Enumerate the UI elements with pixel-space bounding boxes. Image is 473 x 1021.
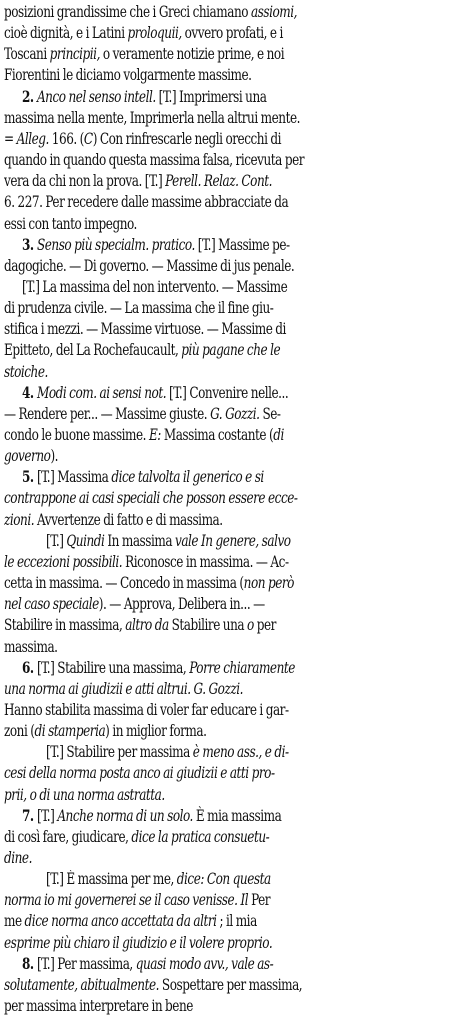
text-line [4, 572, 468, 594]
text-line [4, 699, 468, 721]
text-line [4, 636, 468, 658]
text-line [4, 720, 468, 742]
italic-text: non però [243, 574, 294, 593]
roman-text: Stabilire in massima, [4, 616, 126, 635]
italic-text: zioni. [4, 510, 35, 529]
italic-text: Perell. Relaz. Cont. [165, 172, 272, 191]
sense-number: 4. [22, 382, 37, 402]
italic-text: dice norma anco accettata da altri [24, 912, 217, 931]
text-line [46, 868, 473, 890]
roman-text: [T.] Convenire nelle... [166, 383, 289, 402]
text-line [22, 382, 469, 404]
roman-text: stifica i mezzi. — Massime virtuose. — Massime di [4, 320, 286, 339]
roman-text: per [253, 616, 276, 635]
text-line [4, 614, 468, 636]
roman-text: [T.] Imprimersi una [155, 87, 267, 106]
italic-text: Anche norma di un solo. [57, 806, 193, 825]
roman-text: Avvertenze di fatto e di massima. [34, 510, 223, 529]
italic-text: quasi modo avv., vale as- [135, 954, 274, 973]
roman-text: cioè dignità, e i Latini [4, 24, 128, 43]
sense-number: 7. [22, 805, 37, 825]
roman-text: Epitteto, del La Rochefaucault, [4, 341, 182, 360]
italic-text: dine. [4, 849, 32, 867]
text-line [4, 847, 468, 869]
roman-text: Fiorentini le diciamo volgarmente massime. [4, 66, 252, 85]
text-line [22, 953, 469, 975]
text-line [4, 995, 468, 1017]
italic-text: Anco nel senso intell. [36, 87, 156, 106]
italic-text: una norma ai giudizii e atti altrui. G. Gozzi. [4, 679, 243, 698]
italic-text: Alleg. [16, 129, 49, 148]
italic-text: Modi com. ai sensi not. [36, 383, 167, 402]
roman-text: condo le buone massime. [4, 426, 149, 444]
roman-text: È mia massima [192, 806, 282, 825]
italic-text: di [273, 426, 284, 444]
roman-text: Toscani [4, 45, 50, 64]
roman-text: me [4, 912, 25, 931]
roman-text: cetta in massima. — Concedo in massima ( [4, 574, 244, 593]
italic-text: dice talvolta il generico e si [111, 468, 264, 487]
italic-text: le eccezioni possibili. [4, 552, 123, 571]
text-line [4, 22, 468, 44]
italic-text: o [247, 616, 254, 635]
roman-text: Riconosce in massima. — Ac- [122, 552, 289, 571]
italic-text: principii, [49, 45, 100, 64]
text-line [22, 276, 469, 298]
text-line [4, 551, 468, 573]
roman-text: [T.] Massime pe- [194, 235, 290, 254]
italic-text: vale In genere, salvo [174, 531, 291, 550]
roman-text: [T.] Stabilire per massima [46, 743, 193, 762]
text-line [4, 64, 468, 86]
text-line [4, 255, 468, 277]
roman-text: posizioni grandissime che i Greci chiamano [4, 3, 251, 21]
roman-text: [T.] Stabilire una massima, [36, 658, 190, 677]
roman-text: massima nella mente, Imprimerla nella altrui mente. [4, 108, 300, 127]
text-line [4, 191, 468, 213]
roman-text: essi con tanto impegno. [4, 214, 137, 233]
text-line [22, 657, 469, 679]
italic-text: governo [4, 447, 51, 466]
roman-text: Sospettare per massima, [158, 975, 303, 994]
roman-text: di così fare, giudicare, [4, 827, 132, 846]
text-line [4, 318, 468, 340]
italic-text: assiomi, [250, 3, 298, 21]
text-line [4, 1, 468, 23]
text-line [4, 509, 468, 531]
roman-text: ). [50, 447, 59, 466]
text-line [4, 974, 468, 996]
text-line [4, 762, 468, 784]
italic-text: cesi della norma posta anco ai giudizii e atti pro- [4, 764, 275, 783]
sense-number: 8. [22, 953, 37, 973]
text-line [4, 784, 468, 806]
roman-text: In massima [104, 531, 175, 550]
text-line [4, 889, 468, 911]
roman-text: [T.] È massima per me, [46, 870, 177, 889]
text-line [4, 910, 468, 932]
text-line [4, 107, 468, 129]
sense-number: 3. [22, 234, 37, 254]
roman-text: [T.] [36, 806, 58, 825]
roman-text: zoni ( [4, 722, 35, 741]
text-line [4, 128, 468, 150]
italic-text: Porre chiaramente [189, 658, 295, 677]
roman-text: [T.] Massima [36, 468, 112, 487]
roman-text: ; il mia [216, 912, 257, 931]
text-line [4, 339, 468, 361]
roman-text: di prudenza civile. — La massima che il fine giu- [4, 299, 274, 318]
roman-text: dagogiche. — Di governo. — Massime di jus penale. [4, 256, 295, 275]
roman-text: 6. 227. Per recedere dalle massime abbracciate da [4, 193, 289, 212]
roman-text: ) Con rinfrescarle negli orecchi di [92, 129, 282, 148]
roman-text: Per [248, 891, 271, 910]
italic-text: G. Gozzi. [210, 404, 260, 423]
roman-text: = [4, 129, 17, 148]
italic-text: Quindi [66, 531, 105, 550]
roman-text: vera da chi non la prova. [T.] [4, 172, 166, 191]
text-line [22, 805, 469, 827]
sense-number: 2. [22, 86, 37, 106]
italic-text: esprime più chiaro il giudizio e il volere proprio. [4, 933, 273, 952]
italic-text: norma io mi governerei se il caso venisse. Il [4, 891, 249, 910]
italic-text: è meno ass., e di- [192, 743, 289, 762]
roman-text: Stabilire una [168, 616, 248, 635]
italic-text: E: [148, 426, 161, 444]
text-line [4, 678, 468, 700]
roman-text: o veramente notizie prime, e noi [99, 45, 285, 64]
italic-text: prii, o di una norma astratta. [4, 785, 165, 804]
text-line [4, 297, 468, 319]
italic-text: dice la pratica consuetu- [131, 827, 270, 846]
text-line [4, 932, 468, 954]
italic-text: proloquii, [127, 24, 182, 43]
roman-text: Massima costante ( [160, 426, 274, 444]
text-line [22, 234, 469, 256]
sense-number: 5. [22, 467, 37, 487]
roman-text: [T.] Per massima, [36, 954, 136, 973]
italic-text: dice: Con questa [176, 870, 271, 889]
text-line [22, 86, 469, 108]
roman-text: ). — Approva, Delibera in... — [98, 595, 265, 614]
roman-text: per massima interpretare in bene [4, 997, 193, 1016]
roman-text: Se- [259, 404, 281, 423]
text-line [4, 403, 468, 425]
text-line [4, 424, 468, 446]
sense-number: 6. [22, 657, 37, 677]
text-line [46, 530, 473, 552]
text-line [4, 149, 468, 171]
italic-text: più pagane che le [181, 341, 281, 360]
text-line [4, 593, 468, 615]
roman-text: Hanno stabilita massima di voler far educare i gar- [4, 700, 289, 719]
roman-text: ) in miglior forma. [105, 722, 207, 741]
italic-text: stoiche. [4, 362, 48, 381]
text-line [4, 361, 468, 383]
italic-text: C [83, 129, 93, 148]
roman-text: quando in quando questa massima falsa, ricevuta per [4, 151, 305, 170]
roman-text: [T.] La massima del non intervento. — Massime [22, 277, 288, 296]
italic-text: solutamente, abitualmente. [4, 975, 159, 994]
text-line [4, 170, 468, 192]
text-line [46, 741, 473, 763]
roman-text: 166. ( [48, 129, 84, 148]
italic-text: di stamperia [34, 722, 106, 741]
italic-text: nel caso speciale [4, 595, 99, 614]
roman-text: — Rendere per... — Massime giuste. [4, 404, 211, 423]
text-line [22, 466, 469, 488]
italic-text: altro da [125, 616, 169, 635]
roman-text: [T.] [46, 531, 67, 550]
text-line [4, 487, 468, 509]
text-line [4, 43, 468, 65]
italic-text: Senso più specialm. pratico. [36, 235, 195, 254]
roman-text: ovvero profati, e i [181, 24, 283, 43]
text-line [4, 445, 468, 467]
text-line [4, 213, 468, 235]
italic-text: contrappone ai casi speciali che posson essere ecce- [4, 489, 298, 508]
text-line [4, 826, 468, 848]
roman-text: massima. [4, 637, 58, 656]
